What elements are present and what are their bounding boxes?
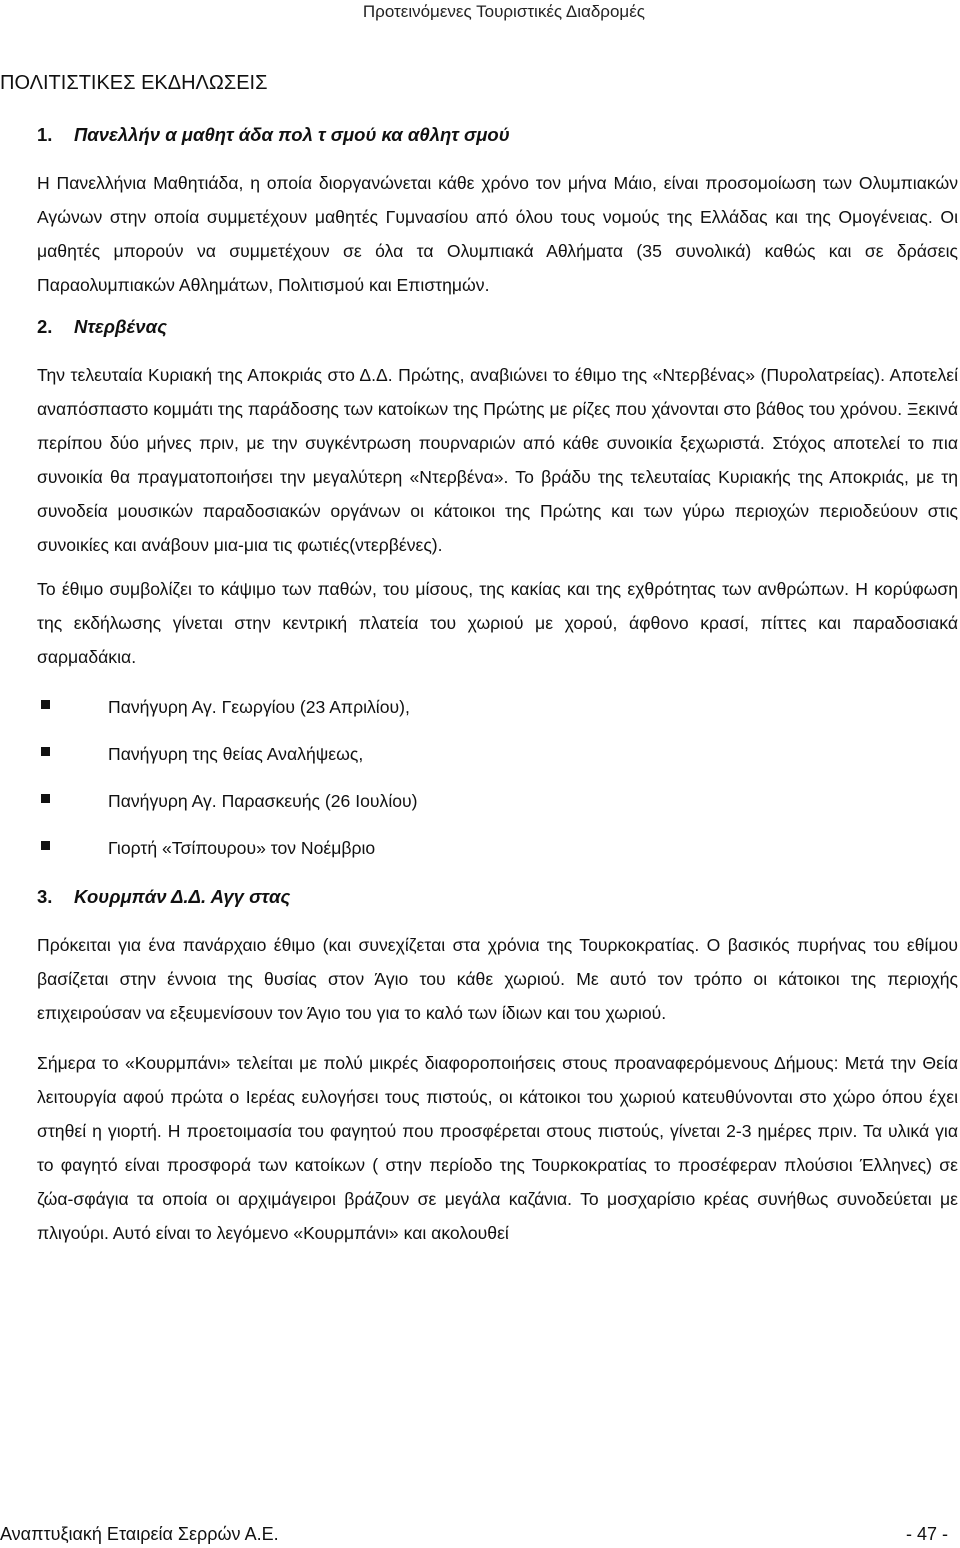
item-number: 2. xyxy=(37,316,53,337)
paragraph: Πρόκειται για ένα πανάρχαιο έθιμο (και συνεχίζεται στα χρόνια της Τουρκοκρατίας. Ο βασικός πυρήνας του εθίμου βασίζεται στην έννοια της θυσίας στον Άγιο του κάθε χωριού. Με αυτό τον τρόπο οι κάτοικοι της περιοχής επιχειρούσαν να εξευμενίσουν τον Άγιο του για το καλό των ίδιων και του χωριού. xyxy=(37,935,958,1023)
item-number: 3. xyxy=(37,886,53,907)
list-item xyxy=(37,825,958,872)
list-item-text: Πανήγυρη Αγ. Παρασκευής (26 Ιουλίου) xyxy=(108,791,418,811)
list-item xyxy=(37,731,958,778)
events-list xyxy=(37,684,958,872)
section-title: ΠΟΛΙΤΙΣΤΙΚΕΣ ΕΚΔΗΛΩΣΕΙΣ xyxy=(0,72,268,94)
square-bullet-icon xyxy=(41,747,50,756)
page-number: - 47 - xyxy=(905,1524,948,1544)
list-item-text: Πανήγυρη Αγ. Γεωργίου (23 Απριλίου), xyxy=(108,697,410,717)
item-number: 1. xyxy=(37,124,53,145)
document-body xyxy=(37,118,958,1260)
list-item xyxy=(37,778,958,825)
paragraph: Σήμερα το «Κουρμπάνι» τελείται με πολύ μικρές διαφοροποιήσεις στους προαναφερόμενους Δήμους: Μετά την Θεία λειτουργία αφού πρώτα ο Ιερέας ευλογήσει τους πιστούς, οι κάτοικοι του χωριού κατευθύνονται στο χώρο όπου έχει στηθεί η γιορτή. Η προετοιμασία του φαγητού που προσφέρεται στους πιστούς, γίνεται 2-3 ημέρες πριν. Τα υλικά για το φαγητό είναι προσφορά των κατοίκων ( στην περίοδο της Τουρκοκρατίας το προσέφεραν πλούσιοι Έλληνες) σε ζώα-σφάγια τα οποία οι αρχιμάγειροι βράζουν σε μεγάλα καζάνια. Το μοσχαρίσιο κρέας συνήθως συνοδεύεται με πλιγούρι. Αυτό είναι το λεγόμενο «Κουρμπάνι» και ακολουθεί xyxy=(37,1053,958,1243)
list-item-text: Πανήγυρη της θείας Αναλήψεως, xyxy=(108,744,364,764)
list-item-text: Γιορτή «Τσίπουρου» τον Νοέμβριο xyxy=(108,838,376,858)
item-title: Πανελλήν α μαθητ άδα πολ τ σμού κα αθλητ σμού xyxy=(74,124,510,145)
square-bullet-icon xyxy=(41,841,50,850)
item-title: Ντερβένας xyxy=(74,316,167,337)
item-heading-2 xyxy=(37,310,958,344)
item-title: Κουρμπάν Δ.Δ. Αγγ στας xyxy=(74,886,291,907)
item-heading-3 xyxy=(37,880,958,914)
running-header: Προτεινόμενες Τουριστικές Διαδρομές xyxy=(362,2,645,21)
square-bullet-icon xyxy=(41,794,50,803)
square-bullet-icon xyxy=(41,700,50,709)
footer-company: Αναπτυξιακή Εταιρεία Σερρών Α.Ε. xyxy=(0,1524,279,1544)
list-item xyxy=(37,684,958,731)
item-heading-1 xyxy=(37,118,958,152)
paragraph: Το έθιμο συμβολίζει το κάψιμο των παθών, του μίσους, της κακίας και της εχθρότητας των ανθρώπων. Η κορύφωση της εκδήλωσης γίνεται στην κεντρική πλατεία του χωριού με χορού, άφθονο κρασί, πίττες και παραδοσιακά σαρμαδάκια. xyxy=(37,579,958,667)
paragraph: Την τελευταία Κυριακή της Αποκριάς στο Δ.Δ. Πρώτης, αναβιώνει το έθιμο της «Ντερβένας» (Πυρολατρείας). Αποτελεί αναπόσπαστο κομμάτι της παράδοσης των κατοίκων της Πρώτης με ρίζες που χάνονται στο βάθος του χρόνου. Ξεκινά περίπου δύο μήνες πριν, με την συγκέντρωση πουρναριών από κάθε συνοικία ξεχωριστά. Στόχος αποτελεί το πια συνοικία θα πραγματοποιήσει την μεγαλύτερη «Ντερβένα». Το βράδυ της τελευταίας Κυριακής της Αποκριάς, με τη συνοδεία μουσικών παραδοσιακών οργάνων οι κάτοικοι της Πρώτης και των γύρω περιοχών περιοδεύουν στις συνοικίες και ανάβουν μια-μια τις φωτιές(ντερβένες). xyxy=(37,365,958,555)
paragraph: Η Πανελλήνια Μαθητιάδα, η οποία διοργανώνεται κάθε χρόνο τον μήνα Μάιο, είναι προσομοίωση των Ολυμπιακών Αγώνων στην οποία συμμετέχουν μαθητές Γυμνασίου από όλου τους νομούς της Ελλάδας και της Ομογένειας. Οι μαθητές μπορούν να συμμετέχουν σε όλα τα Ολυμπιακά Αθλήματα (35 συνολικά) καθώς και σε δράσεις Παραολυμπιακών Αθλημάτων, Πολιτισμού και Επιστημών. xyxy=(37,173,958,295)
